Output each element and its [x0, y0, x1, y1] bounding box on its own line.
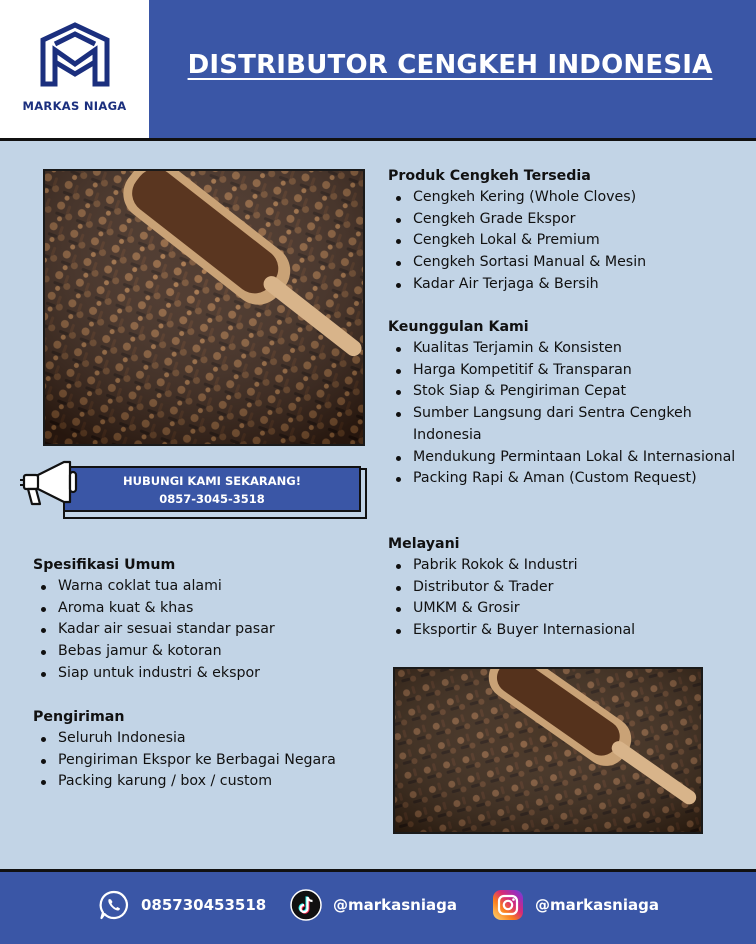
- section-pengiriman: [33, 707, 383, 793]
- list-item: Mendukung Permintaan Lokal & Internasional: [413, 447, 748, 469]
- tiktok-icon: [290, 889, 322, 921]
- instagram-icon: [492, 889, 524, 921]
- list-item: Harga Kompetitif & Transparan: [413, 360, 748, 382]
- list-item: Kualitas Terjamin & Konsisten: [413, 338, 748, 360]
- list-item: Cengkeh Grade Ekspor: [413, 209, 748, 231]
- page-title: DISTRIBUTOR CENGKEH INDONESIA: [187, 50, 713, 80]
- footer-phone: 085730453518: [141, 896, 267, 914]
- contact-cta-banner[interactable]: [63, 466, 361, 512]
- list-item: Siap untuk industri & ekspor: [58, 663, 383, 685]
- cta-phone: 0857-3045-3518: [159, 492, 265, 506]
- list-item: Stok Siap & Pengiriman Cepat: [413, 381, 748, 403]
- list-item: Sumber Langsung dari Sentra Cengkeh Indonesia: [413, 403, 748, 446]
- clove-photo-bottom: [393, 667, 703, 834]
- section-melayani: [388, 534, 748, 642]
- list-item: Packing Rapi & Aman (Custom Request): [413, 468, 748, 490]
- divider: [0, 138, 756, 141]
- section-produk: [388, 166, 748, 296]
- list-item: Cengkeh Lokal & Premium: [413, 230, 748, 252]
- whatsapp-icon: [98, 889, 130, 921]
- section-title: Melayani: [388, 536, 460, 552]
- footer-instagram-handle: @markasniaga: [535, 896, 659, 914]
- list-item: Warna coklat tua alami: [58, 576, 383, 598]
- cta-headline: HUBUNGI KAMI SEKARANG!: [123, 474, 301, 488]
- megaphone-icon: [18, 458, 80, 510]
- list-item: Pabrik Rokok & Industri: [413, 555, 748, 577]
- brand-name: MARKAS NIAGA: [22, 99, 127, 113]
- list-item: Aroma kuat & khas: [58, 598, 383, 620]
- section-title: Keunggulan Kami: [388, 319, 529, 335]
- footer-tiktok[interactable]: [290, 889, 457, 921]
- list-item: Bebas jamur & kotoran: [58, 641, 383, 663]
- list-item: Kadar Air Terjaga & Bersih: [413, 274, 748, 296]
- list-item: UMKM & Grosir: [413, 598, 748, 620]
- footer-instagram[interactable]: [492, 889, 659, 921]
- logo-mark-icon: [39, 22, 111, 90]
- list-item: Seluruh Indonesia: [58, 728, 383, 750]
- logo-panel: [0, 0, 149, 138]
- section-title: Spesifikasi Umum: [33, 557, 176, 573]
- list-item: Kadar air sesuai standar pasar: [58, 619, 383, 641]
- list-item: Pengiriman Ekspor ke Berbagai Negara: [58, 750, 383, 772]
- list-item: Distributor & Trader: [413, 577, 748, 599]
- list-item: Cengkeh Sortasi Manual & Mesin: [413, 252, 748, 274]
- section-spesifikasi: [33, 555, 383, 685]
- list-item: Packing karung / box / custom: [58, 771, 383, 793]
- section-title: Pengiriman: [33, 709, 125, 725]
- section-title: Produk Cengkeh Tersedia: [388, 168, 591, 184]
- list-item: Eksportir & Buyer Internasional: [413, 620, 748, 642]
- clove-photo-top: [43, 169, 365, 446]
- list-item: Cengkeh Kering (Whole Cloves): [413, 187, 748, 209]
- footer-tiktok-handle: @markasniaga: [333, 896, 457, 914]
- footer-whatsapp[interactable]: [98, 889, 266, 921]
- section-keunggulan: [388, 317, 748, 490]
